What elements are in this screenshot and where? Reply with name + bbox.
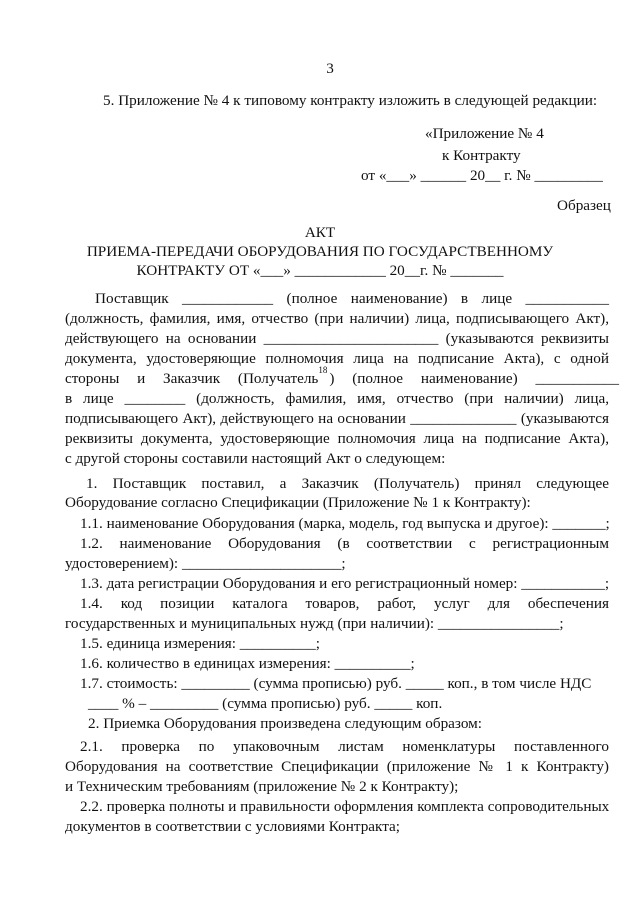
title-line-2: ПРИЕМА-ПЕРЕДАЧИ ОБОРУДОВАНИЯ ПО ГОСУДАРСТВЕННОМУ: [86, 243, 554, 260]
appendix-line-1: «Приложение № 4: [425, 125, 544, 142]
item-line: Оборудование согласно Спецификации (Приложение № 1 к Контракту):: [65, 494, 531, 511]
preamble-line: реквизиты документа, удостоверяющие полномочия лица на подписание Акта),: [65, 430, 609, 447]
item-line: и Техническим требованиям (приложение № 2 к Контракту);: [65, 778, 459, 795]
item-line: 1.3. дата регистрации Оборудования и его регистрационный номер: ___________;: [80, 575, 610, 592]
preamble-line: [65, 365, 619, 388]
preamble-line: подписывающего Акт), действующего на основании ______________ (указываются: [65, 410, 609, 427]
page-number: 3: [326, 60, 334, 77]
preamble-line: документа, удостоверяющие полномочия лица на подписание Акта), с одной: [65, 350, 609, 367]
item-line: 1.7. стоимость: _________ (сумма прописью) руб. _____ коп., в том числе НДС: [80, 675, 592, 692]
item-line: ____ % – _________ (сумма прописью) руб. _____ коп.: [88, 695, 443, 712]
preamble-line: с другой стороны составили настоящий Акт о следующем:: [65, 450, 446, 467]
item-line: Оборудования на соответствие Спецификации (приложение № 1 к Контракту): [65, 758, 609, 775]
item-line: 1.1. наименование Оборудования (марка, модель, год выпуска и другое): _______;: [80, 515, 610, 532]
sample-label: Образец: [557, 197, 611, 214]
item-line: государственных и муниципальных нужд (при наличии): ________________;: [65, 615, 564, 632]
item-line: документов в соответствии с условиями Контракта;: [65, 818, 401, 835]
preamble-text: стороны и Заказчик (Получатель: [65, 370, 319, 387]
preamble-text: ) (полное наименование) ___________: [329, 370, 619, 387]
item-line: 1.4. код позиции каталога товаров, работ, услуг для обеспечения: [80, 595, 609, 612]
item-line: 1. Поставщик поставил, а Заказчик (Получатель) принял следующее: [86, 475, 609, 492]
item-line: 2.1. проверка по упаковочным листам номенклатуры поставленного: [80, 738, 609, 755]
item-line: 1.6. количество в единицах измерения: __________;: [80, 655, 415, 672]
title-line-1: АКТ: [304, 224, 336, 241]
item-line: 1.5. единица измерения: __________;: [80, 635, 320, 652]
preamble-line: в лице ________ (должность, фамилия, имя, отчество (при наличии) лица,: [65, 390, 609, 407]
item-line: 2. Приемка Оборудования произведена следующим образом:: [88, 715, 482, 732]
footnote-marker: 18: [318, 365, 328, 375]
preamble-line: (должность, фамилия, имя, отчество (при наличии) лица, подписывающего Акт),: [65, 310, 609, 327]
item-line: удостоверением): _____________________;: [65, 555, 346, 572]
appendix-line-2: к Контракту: [442, 147, 521, 164]
intro-paragraph: 5. Приложение № 4 к типовому контракту изложить в следующей редакции:: [103, 92, 598, 109]
item-line: 1.2. наименование Оборудования (в соответствии с регистрационным: [80, 535, 609, 552]
preamble-line: действующего на основании _______________________ (указываются реквизиты: [65, 330, 609, 347]
item-line: 2.2. проверка полноты и правильности оформления комплекта сопроводительных: [80, 798, 610, 815]
appendix-line-3: от «___» ______ 20__ г. № _________: [361, 167, 603, 184]
title-line-3: КОНТРАКТУ ОТ «___» ____________ 20__г. № _______: [136, 262, 504, 279]
preamble-line: Поставщик ____________ (полное наименование) в лице ___________: [95, 290, 609, 307]
